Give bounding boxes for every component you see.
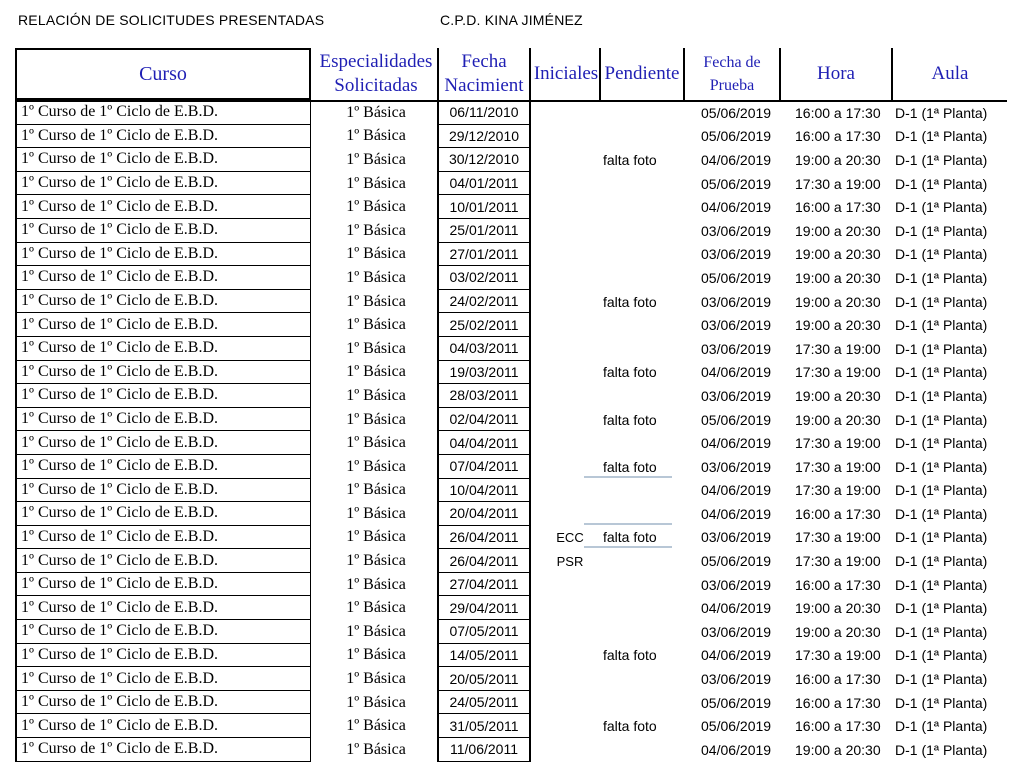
cell-aula: D-1 (1ª Planta) xyxy=(895,529,988,546)
cell-pendiente xyxy=(603,549,687,573)
cell-curso: 1º Curso de 1º Ciclo de E.B.D. xyxy=(15,502,311,526)
cell-hora: 17:30 a 19:00 xyxy=(795,435,881,452)
cell-curso: 1º Curso de 1º Ciclo de E.B.D. xyxy=(15,573,311,597)
cell-border-accent xyxy=(584,546,672,548)
cell-fecha-nacimiento: 07/04/2011 xyxy=(437,455,531,479)
cell-aula: D-1 (1ª Planta) xyxy=(895,694,988,711)
cell-hora: 19:00 a 20:30 xyxy=(795,246,881,263)
cell-curso: 1º Curso de 1º Ciclo de E.B.D. xyxy=(15,172,311,196)
document-title: RELACIÓN DE SOLICITUDES PRESENTADAS xyxy=(18,12,325,28)
cell-curso: 1º Curso de 1º Ciclo de E.B.D. xyxy=(15,431,311,455)
cell-curso: 1º Curso de 1º Ciclo de E.B.D. xyxy=(15,738,311,762)
cell-especialidad: 1º Básica xyxy=(346,622,406,640)
cell-hora: 16:00 a 17:30 xyxy=(795,505,881,522)
table-row xyxy=(15,266,1015,290)
table-row xyxy=(15,526,1015,550)
table-row xyxy=(15,125,1015,149)
cell-iniciales xyxy=(545,172,595,196)
table-row xyxy=(15,431,1015,455)
cell-iniciales xyxy=(545,714,595,738)
cell-hora: 16:00 a 17:30 xyxy=(795,718,881,735)
cell-fecha-prueba: 04/06/2019 xyxy=(701,435,772,452)
cell-hora: 17:30 a 19:00 xyxy=(795,458,881,475)
table-row xyxy=(15,714,1015,738)
cell-pendiente xyxy=(603,313,687,337)
cell-especialidad: 1º Básica xyxy=(346,740,406,758)
cell-curso: 1º Curso de 1º Ciclo de E.B.D. xyxy=(15,313,311,337)
cell-aula: D-1 (1ª Planta) xyxy=(895,435,988,452)
cell-curso: 1º Curso de 1º Ciclo de E.B.D. xyxy=(15,337,311,361)
cell-fecha-nacimiento: 24/02/2011 xyxy=(437,290,531,314)
cell-aula: D-1 (1ª Planta) xyxy=(895,128,988,145)
cell-fecha-nacimiento: 29/04/2011 xyxy=(437,596,531,620)
cell-fecha-prueba: 05/06/2019 xyxy=(701,269,772,286)
table-header xyxy=(15,48,1007,100)
cell-fecha-nacimiento: 27/01/2011 xyxy=(437,243,531,267)
cell-aula: D-1 (1ª Planta) xyxy=(895,411,988,428)
cell-aula: D-1 (1ª Planta) xyxy=(895,175,988,192)
cell-aula: D-1 (1ª Planta) xyxy=(895,269,988,286)
cell-iniciales xyxy=(545,361,595,385)
cell-especialidad: 1º Básica xyxy=(346,410,406,428)
cell-curso: 1º Curso de 1º Ciclo de E.B.D. xyxy=(15,101,311,125)
cell-pendiente xyxy=(603,195,687,219)
cell-hora: 16:00 a 17:30 xyxy=(795,671,881,688)
cell-iniciales xyxy=(545,479,595,503)
cell-fecha-nacimiento: 06/11/2010 xyxy=(437,101,531,125)
cell-especialidad: 1º Básica xyxy=(346,103,406,121)
cell-pendiente xyxy=(603,101,687,125)
table-row xyxy=(15,691,1015,715)
cell-fecha-prueba: 03/06/2019 xyxy=(701,246,772,263)
cell-fecha-nacimiento: 19/03/2011 xyxy=(437,361,531,385)
cell-iniciales xyxy=(545,313,595,337)
cell-pendiente: falta foto xyxy=(603,411,657,428)
cell-pendiente xyxy=(603,125,687,149)
cell-curso: 1º Curso de 1º Ciclo de E.B.D. xyxy=(15,596,311,620)
cell-aula: D-1 (1ª Planta) xyxy=(895,623,988,640)
cell-iniciales xyxy=(545,667,595,691)
cell-fecha-prueba: 03/06/2019 xyxy=(701,293,772,310)
cell-iniciales xyxy=(545,125,595,149)
cell-hora: 16:00 a 17:30 xyxy=(795,104,881,121)
cell-especialidad: 1º Básica xyxy=(346,481,406,499)
cell-hora: 19:00 a 20:30 xyxy=(795,741,881,758)
center-name: C.P.D. KINA JIMÉNEZ xyxy=(440,12,583,28)
cell-fecha-prueba: 03/06/2019 xyxy=(701,623,772,640)
cell-especialidad: 1º Básica xyxy=(346,599,406,617)
table-row xyxy=(15,455,1015,479)
cell-aula: D-1 (1ª Planta) xyxy=(895,246,988,263)
cell-curso: 1º Curso de 1º Ciclo de E.B.D. xyxy=(15,455,311,479)
cell-border-accent xyxy=(584,476,672,478)
cell-iniciales xyxy=(545,620,595,644)
cell-iniciales xyxy=(545,337,595,361)
cell-curso: 1º Curso de 1º Ciclo de E.B.D. xyxy=(15,620,311,644)
table-row xyxy=(15,148,1015,172)
cell-fecha-nacimiento: 28/03/2011 xyxy=(437,384,531,408)
cell-fecha-nacimiento: 11/06/2011 xyxy=(437,738,531,762)
cell-iniciales xyxy=(545,290,595,314)
cell-aula: D-1 (1ª Planta) xyxy=(895,104,988,121)
cell-hora: 19:00 a 20:30 xyxy=(795,317,881,334)
cell-aula: D-1 (1ª Planta) xyxy=(895,340,988,357)
cell-fecha-nacimiento: 04/04/2011 xyxy=(437,431,531,455)
cell-pendiente: falta foto xyxy=(603,718,657,735)
cell-pendiente xyxy=(603,266,687,290)
cell-curso: 1º Curso de 1º Ciclo de E.B.D. xyxy=(15,148,311,172)
cell-curso: 1º Curso de 1º Ciclo de E.B.D. xyxy=(15,667,311,691)
cell-iniciales xyxy=(545,738,595,762)
cell-hora: 19:00 a 20:30 xyxy=(795,600,881,617)
cell-pendiente xyxy=(603,738,687,762)
cell-hora: 19:00 a 20:30 xyxy=(795,222,881,239)
cell-iniciales xyxy=(545,691,595,715)
cell-hora: 17:30 a 19:00 xyxy=(795,529,881,546)
table-row xyxy=(15,479,1015,503)
cell-pendiente xyxy=(603,219,687,243)
cell-pendiente xyxy=(603,573,687,597)
cell-especialidad: 1º Básica xyxy=(346,528,406,546)
cell-especialidad: 1º Básica xyxy=(346,552,406,570)
cell-pendiente xyxy=(603,691,687,715)
table-row xyxy=(15,738,1015,762)
cell-aula: D-1 (1ª Planta) xyxy=(895,364,988,381)
cell-curso: 1º Curso de 1º Ciclo de E.B.D. xyxy=(15,361,311,385)
cell-hora: 17:30 a 19:00 xyxy=(795,482,881,499)
cell-pendiente xyxy=(603,384,687,408)
table-row xyxy=(15,101,1015,125)
cell-fecha-nacimiento: 25/01/2011 xyxy=(437,219,531,243)
cell-curso: 1º Curso de 1º Ciclo de E.B.D. xyxy=(15,195,311,219)
table-row xyxy=(15,384,1015,408)
cell-aula: D-1 (1ª Planta) xyxy=(895,199,988,216)
cell-fecha-prueba: 03/06/2019 xyxy=(701,458,772,475)
cell-hora: 17:30 a 19:00 xyxy=(795,175,881,192)
cell-aula: D-1 (1ª Planta) xyxy=(895,718,988,735)
cell-fecha-prueba: 04/06/2019 xyxy=(701,505,772,522)
cell-aula: D-1 (1ª Planta) xyxy=(895,317,988,334)
table-row xyxy=(15,408,1015,432)
cell-fecha-nacimiento: 14/05/2011 xyxy=(437,644,531,668)
cell-iniciales xyxy=(545,195,595,219)
cell-fecha-prueba: 03/06/2019 xyxy=(701,671,772,688)
cell-aula: D-1 (1ª Planta) xyxy=(895,293,988,310)
cell-aula: D-1 (1ª Planta) xyxy=(895,671,988,688)
cell-fecha-nacimiento: 20/05/2011 xyxy=(437,667,531,691)
cell-especialidad: 1º Básica xyxy=(346,268,406,286)
cell-fecha-nacimiento: 04/03/2011 xyxy=(437,337,531,361)
cell-fecha-prueba: 03/06/2019 xyxy=(701,222,772,239)
table-row xyxy=(15,337,1015,361)
cell-iniciales: ECC xyxy=(556,529,584,545)
cell-fecha-prueba: 03/06/2019 xyxy=(701,340,772,357)
cell-especialidad: 1º Básica xyxy=(346,457,406,475)
table-row xyxy=(15,573,1015,597)
cell-aula: D-1 (1ª Planta) xyxy=(895,151,988,168)
cell-especialidad: 1º Básica xyxy=(346,670,406,688)
cell-fecha-nacimiento: 02/04/2011 xyxy=(437,408,531,432)
cell-fecha-prueba: 05/06/2019 xyxy=(701,553,772,570)
cell-hora: 16:00 a 17:30 xyxy=(795,694,881,711)
table-row xyxy=(15,313,1015,337)
cell-curso: 1º Curso de 1º Ciclo de E.B.D. xyxy=(15,714,311,738)
cell-pendiente xyxy=(603,337,687,361)
cell-iniciales xyxy=(545,148,595,172)
cell-curso: 1º Curso de 1º Ciclo de E.B.D. xyxy=(15,384,311,408)
cell-especialidad: 1º Básica xyxy=(346,221,406,239)
table-row xyxy=(15,502,1015,526)
cell-especialidad: 1º Básica xyxy=(346,504,406,522)
cell-pendiente: falta foto xyxy=(603,293,657,310)
cell-fecha-prueba: 03/06/2019 xyxy=(701,387,772,404)
cell-hora: 19:00 a 20:30 xyxy=(795,623,881,640)
cell-pendiente xyxy=(603,667,687,691)
cell-especialidad: 1º Básica xyxy=(346,363,406,381)
cell-fecha-prueba: 03/06/2019 xyxy=(701,576,772,593)
cell-curso: 1º Curso de 1º Ciclo de E.B.D. xyxy=(15,479,311,503)
cell-fecha-prueba: 05/06/2019 xyxy=(701,175,772,192)
cell-fecha-prueba: 04/06/2019 xyxy=(701,741,772,758)
cell-fecha-prueba: 05/06/2019 xyxy=(701,718,772,735)
cell-iniciales xyxy=(545,573,595,597)
cell-curso: 1º Curso de 1º Ciclo de E.B.D. xyxy=(15,644,311,668)
header-curso: Curso xyxy=(15,48,311,100)
cell-especialidad: 1º Básica xyxy=(346,316,406,334)
cell-aula: D-1 (1ª Planta) xyxy=(895,600,988,617)
cell-aula: D-1 (1ª Planta) xyxy=(895,647,988,664)
cell-aula: D-1 (1ª Planta) xyxy=(895,482,988,499)
cell-border-accent xyxy=(584,523,672,525)
table-row xyxy=(15,620,1015,644)
table-row xyxy=(15,219,1015,243)
cell-especialidad: 1º Básica xyxy=(346,127,406,145)
cell-hora: 17:30 a 19:00 xyxy=(795,364,881,381)
table-row xyxy=(15,172,1015,196)
cell-curso: 1º Curso de 1º Ciclo de E.B.D. xyxy=(15,219,311,243)
cell-iniciales xyxy=(545,266,595,290)
cell-fecha-prueba: 04/06/2019 xyxy=(701,600,772,617)
table-row xyxy=(15,596,1015,620)
table-row xyxy=(15,195,1015,219)
cell-hora: 16:00 a 17:30 xyxy=(795,199,881,216)
cell-pendiente: falta foto xyxy=(603,529,657,546)
cell-fecha-prueba: 04/06/2019 xyxy=(701,199,772,216)
cell-curso: 1º Curso de 1º Ciclo de E.B.D. xyxy=(15,691,311,715)
cell-curso: 1º Curso de 1º Ciclo de E.B.D. xyxy=(15,549,311,573)
cell-hora: 17:30 a 19:00 xyxy=(795,647,881,664)
cell-fecha-nacimiento: 27/04/2011 xyxy=(437,573,531,597)
cell-curso: 1º Curso de 1º Ciclo de E.B.D. xyxy=(15,125,311,149)
cell-fecha-prueba: 04/06/2019 xyxy=(701,647,772,664)
cell-hora: 19:00 a 20:30 xyxy=(795,293,881,310)
table-row xyxy=(15,644,1015,668)
cell-curso: 1º Curso de 1º Ciclo de E.B.D. xyxy=(15,266,311,290)
cell-fecha-nacimiento: 04/01/2011 xyxy=(437,172,531,196)
cell-pendiente xyxy=(603,479,687,503)
table-row xyxy=(15,361,1015,385)
header-iniciales: Iniciales xyxy=(533,63,599,84)
cell-aula: D-1 (1ª Planta) xyxy=(895,576,988,593)
cell-pendiente: falta foto xyxy=(603,151,657,168)
table-row xyxy=(15,667,1015,691)
cell-fecha-prueba: 03/06/2019 xyxy=(701,317,772,334)
cell-hora: 19:00 a 20:30 xyxy=(795,269,881,286)
header-aula: Aula xyxy=(891,48,1007,100)
cell-hora: 16:00 a 17:30 xyxy=(795,576,881,593)
cell-curso: 1º Curso de 1º Ciclo de E.B.D. xyxy=(15,408,311,432)
table-row xyxy=(15,290,1015,314)
cell-fecha-nacimiento: 26/04/2011 xyxy=(437,549,531,573)
cell-hora: 19:00 a 20:30 xyxy=(795,387,881,404)
cell-iniciales xyxy=(545,408,595,432)
header-pendiente: Pendiente xyxy=(599,48,685,100)
table-row xyxy=(15,549,1015,573)
cell-pendiente xyxy=(603,243,687,267)
cell-fecha-nacimiento: 29/12/2010 xyxy=(437,125,531,149)
cell-iniciales xyxy=(545,431,595,455)
cell-especialidad: 1º Básica xyxy=(346,174,406,192)
header-fecha-nacimiento: Fecha Nacimient xyxy=(437,48,531,100)
cell-fecha-prueba: 05/06/2019 xyxy=(701,104,772,121)
cell-fecha-nacimiento: 30/12/2010 xyxy=(437,148,531,172)
cell-aula: D-1 (1ª Planta) xyxy=(895,741,988,758)
cell-hora: 17:30 a 19:00 xyxy=(795,340,881,357)
cell-aula: D-1 (1ª Planta) xyxy=(895,505,988,522)
cell-aula: D-1 (1ª Planta) xyxy=(895,553,988,570)
cell-fecha-nacimiento: 10/01/2011 xyxy=(437,195,531,219)
cell-iniciales: PSR xyxy=(556,553,584,569)
cell-iniciales xyxy=(545,596,595,620)
cell-fecha-prueba: 05/06/2019 xyxy=(701,694,772,711)
cell-fecha-prueba: 03/06/2019 xyxy=(701,529,772,546)
cell-fecha-nacimiento: 24/05/2011 xyxy=(437,691,531,715)
cell-especialidad: 1º Básica xyxy=(346,717,406,735)
cell-fecha-nacimiento: 10/04/2011 xyxy=(437,479,531,503)
cell-fecha-nacimiento: 20/04/2011 xyxy=(437,502,531,526)
cell-pendiente: falta foto xyxy=(603,647,657,664)
cell-hora: 19:00 a 20:30 xyxy=(795,151,881,168)
cell-especialidad: 1º Básica xyxy=(346,292,406,310)
header-fecha-prueba: Fecha de Prueba xyxy=(703,54,761,94)
cell-iniciales xyxy=(545,644,595,668)
cell-curso: 1º Curso de 1º Ciclo de E.B.D. xyxy=(15,290,311,314)
cell-aula: D-1 (1ª Planta) xyxy=(895,222,988,239)
cell-iniciales xyxy=(545,219,595,243)
cell-iniciales xyxy=(545,384,595,408)
cell-fecha-nacimiento: 26/04/2011 xyxy=(437,526,531,550)
cell-especialidad: 1º Básica xyxy=(346,386,406,404)
cell-pendiente xyxy=(603,596,687,620)
cell-aula: D-1 (1ª Planta) xyxy=(895,387,988,404)
cell-iniciales xyxy=(545,243,595,267)
cell-hora: 19:00 a 20:30 xyxy=(795,411,881,428)
cell-especialidad: 1º Básica xyxy=(346,646,406,664)
cell-fecha-nacimiento: 25/02/2011 xyxy=(437,313,531,337)
cell-fecha-nacimiento: 31/05/2011 xyxy=(437,714,531,738)
cell-especialidad: 1º Básica xyxy=(346,150,406,168)
cell-pendiente xyxy=(603,620,687,644)
cell-hora: 17:30 a 19:00 xyxy=(795,553,881,570)
cell-pendiente xyxy=(603,431,687,455)
cell-fecha-prueba: 04/06/2019 xyxy=(701,364,772,381)
cell-iniciales xyxy=(545,101,595,125)
cell-especialidad: 1º Básica xyxy=(346,693,406,711)
cell-especialidad: 1º Básica xyxy=(346,198,406,216)
cell-fecha-nacimiento: 07/05/2011 xyxy=(437,620,531,644)
cell-especialidad: 1º Básica xyxy=(346,575,406,593)
cell-aula: D-1 (1ª Planta) xyxy=(895,458,988,475)
cell-pendiente: falta foto xyxy=(603,458,657,475)
table-row xyxy=(15,243,1015,267)
cell-fecha-prueba: 05/06/2019 xyxy=(701,128,772,145)
cell-especialidad: 1º Básica xyxy=(346,245,406,263)
header-especialidades: Especialidades Solicitadas xyxy=(319,51,433,96)
cell-hora: 16:00 a 17:30 xyxy=(795,128,881,145)
cell-fecha-nacimiento: 03/02/2011 xyxy=(437,266,531,290)
cell-especialidad: 1º Básica xyxy=(346,434,406,452)
cell-curso: 1º Curso de 1º Ciclo de E.B.D. xyxy=(15,243,311,267)
cell-especialidad: 1º Básica xyxy=(346,339,406,357)
cell-fecha-prueba: 05/06/2019 xyxy=(701,411,772,428)
cell-pendiente: falta foto xyxy=(603,364,657,381)
cell-fecha-prueba: 04/06/2019 xyxy=(701,151,772,168)
cell-curso: 1º Curso de 1º Ciclo de E.B.D. xyxy=(15,526,311,550)
table-body xyxy=(15,101,1015,762)
header-hora: Hora xyxy=(779,48,891,100)
cell-fecha-prueba: 04/06/2019 xyxy=(701,482,772,499)
cell-iniciales xyxy=(545,455,595,479)
cell-pendiente xyxy=(603,172,687,196)
